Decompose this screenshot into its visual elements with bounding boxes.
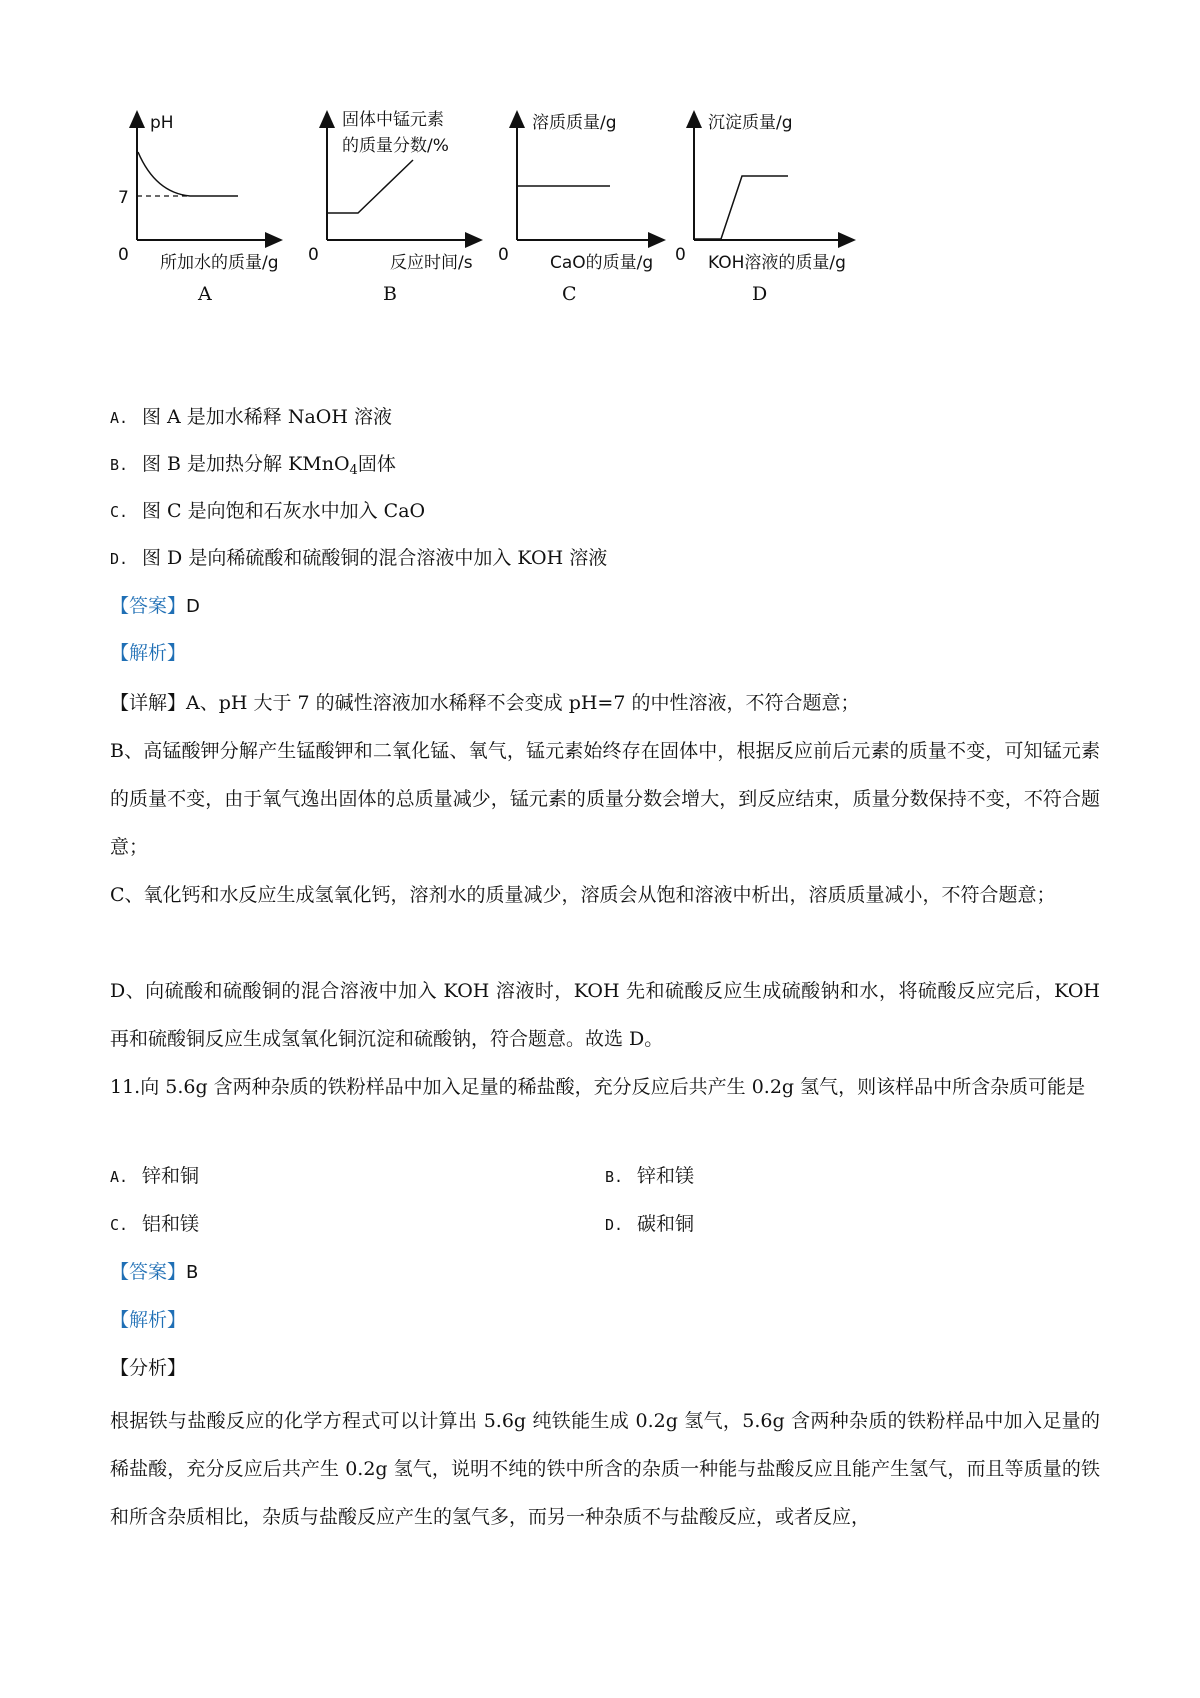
option-label: A. [110,1168,129,1186]
q11-stem: 11.向 5.6g 含两种杂质的铁粉样品中加入足量的稀盐酸，充分反应后共产生 0.2g 氢气，则该样品中所含杂质可能是 [110,1076,1086,1098]
answer-value: B [186,1262,199,1283]
option-text: 锌和铜 [142,1165,200,1187]
option-text-post: 固体 [357,453,396,475]
graph-d-letter: D [752,283,768,305]
option-text: 碳和铜 [637,1213,695,1235]
q11-answer [110,1257,198,1288]
option-text: 图 C 是向饱和石灰水中加入 CaO [142,500,426,522]
answer-tag: 【答案】 [110,595,187,617]
option-label: B. [110,456,129,474]
graph-d [675,113,848,305]
graph-d-ylabel: 沉淀质量/g [708,113,793,133]
graph-b-origin: 0 [308,245,319,265]
q10-answer [110,591,200,622]
graph-b-ylabel: 固体中锰元素 [342,110,444,130]
graph-a-ytick: 7 [118,188,129,208]
graphs-svg [110,110,990,340]
analysis-tag: 【解析】 [110,1309,187,1331]
analysis-tag: 【解析】 [110,642,187,664]
graph-a-xlabel: 所加水的质量/g [160,253,279,273]
graph-a-curve [138,152,238,196]
graph-b [308,110,475,305]
option-label: A. [110,409,129,427]
option-label: C. [110,503,129,521]
graph-c [498,113,658,305]
option-text: 图 B 是加热分解 KMnO [142,453,350,475]
option-text: 锌和镁 [637,1165,695,1187]
q11-option-d[interactable] [605,1209,694,1240]
graph-d-origin: 0 [675,245,686,265]
graph-c-letter: C [562,283,577,305]
graph-d-xlabel: KOH溶液的质量/g [708,253,846,273]
figure-graphs [110,110,990,340]
graph-a-ylabel: pH [150,113,174,133]
graph-a-origin: 0 [118,245,129,265]
graph-a-letter: A [198,283,212,305]
graph-b-ylabel2: 的质量分数/% [342,136,449,156]
option-text: 图 A 是加水稀释 NaOH 溶液 [142,406,392,428]
q10-detail-p4: D、向硫酸和硫酸铜的混合溶液中加入 KOH 溶液时，KOH 先和硫酸反应生成硫酸钠和水，将硫酸反应完后，KOH 再和硫酸铜反应生成氢氧化铜沉淀和硫酸钠，符合题意。故选 D。 [110,980,1100,1050]
q10-detail-p1: 【详解】A、pH 大于 7 的碱性溶液加水稀释不会变成 pH=7 的中性溶液，不符合题意； [110,692,860,714]
q11-option-b[interactable] [605,1161,694,1192]
q11-option-a[interactable] [110,1161,199,1192]
option-text: 铝和镁 [142,1213,200,1235]
graph-c-xlabel: CaO的质量/g [550,253,654,273]
option-label: C. [110,1216,129,1234]
q10-analysis-tag [110,638,186,668]
q11-fenxi-text: 根据铁与盐酸反应的化学方程式可以计算出 5.6g 纯铁能生成 0.2g 氢气，5.6g 含两种杂质的铁粉样品中加入足量的稀盐酸，充分反应后共产生 0.2g 氢气，说明不纯的铁中所含的杂质一种能与盐酸反应且能产生氢气，而且等质量的铁和所含杂质相比，杂质与盐酸反应产生的氢气多，而另一种杂质不与盐酸反应，或者反应， [110,1410,1100,1528]
q10-option-c[interactable] [110,496,425,527]
answer-tag: 【答案】 [110,1261,187,1283]
answer-value: D [186,596,200,617]
q10-option-a[interactable] [110,402,392,433]
option-label: D. [605,1216,624,1234]
graph-b-line [328,160,413,213]
graph-b-letter: B [383,283,397,305]
option-text: 图 D 是向稀硫酸和硫酸铜的混合溶液中加入 KOH 溶液 [142,547,608,569]
graph-c-origin: 0 [498,245,509,265]
q10-detail-p3: C、氧化钙和水反应生成氢氧化钙，溶剂水的质量减少，溶质会从饱和溶液中析出，溶质质量减小，不符合题意； [110,884,1056,906]
fenxi-tag: 【分析】 [110,1357,187,1379]
subscript: 4 [349,463,358,478]
option-label: B. [605,1168,624,1186]
q10-option-b[interactable] [110,449,396,486]
graph-b-xlabel: 反应时间/s [390,253,473,273]
option-label: D. [110,550,129,568]
q11-option-c[interactable] [110,1209,199,1240]
graph-a [118,113,279,305]
q11-fenxi-tag [110,1353,186,1383]
q10-option-d[interactable] [110,543,607,574]
graph-c-ylabel: 溶质质量/g [532,113,617,133]
graph-d-line [695,176,788,239]
q10-detail-p2: B、高锰酸钾分解产生锰酸钾和二氧化锰、氧气，锰元素始终存在固体中，根据反应前后元素的质量不变，可知锰元素的质量不变，由于氧气逸出固体的总质量减少，锰元素的质量分数会增大，到反应结束，质量分数保持不变，不符合题意； [110,740,1100,858]
q11-analysis-tag [110,1305,186,1335]
